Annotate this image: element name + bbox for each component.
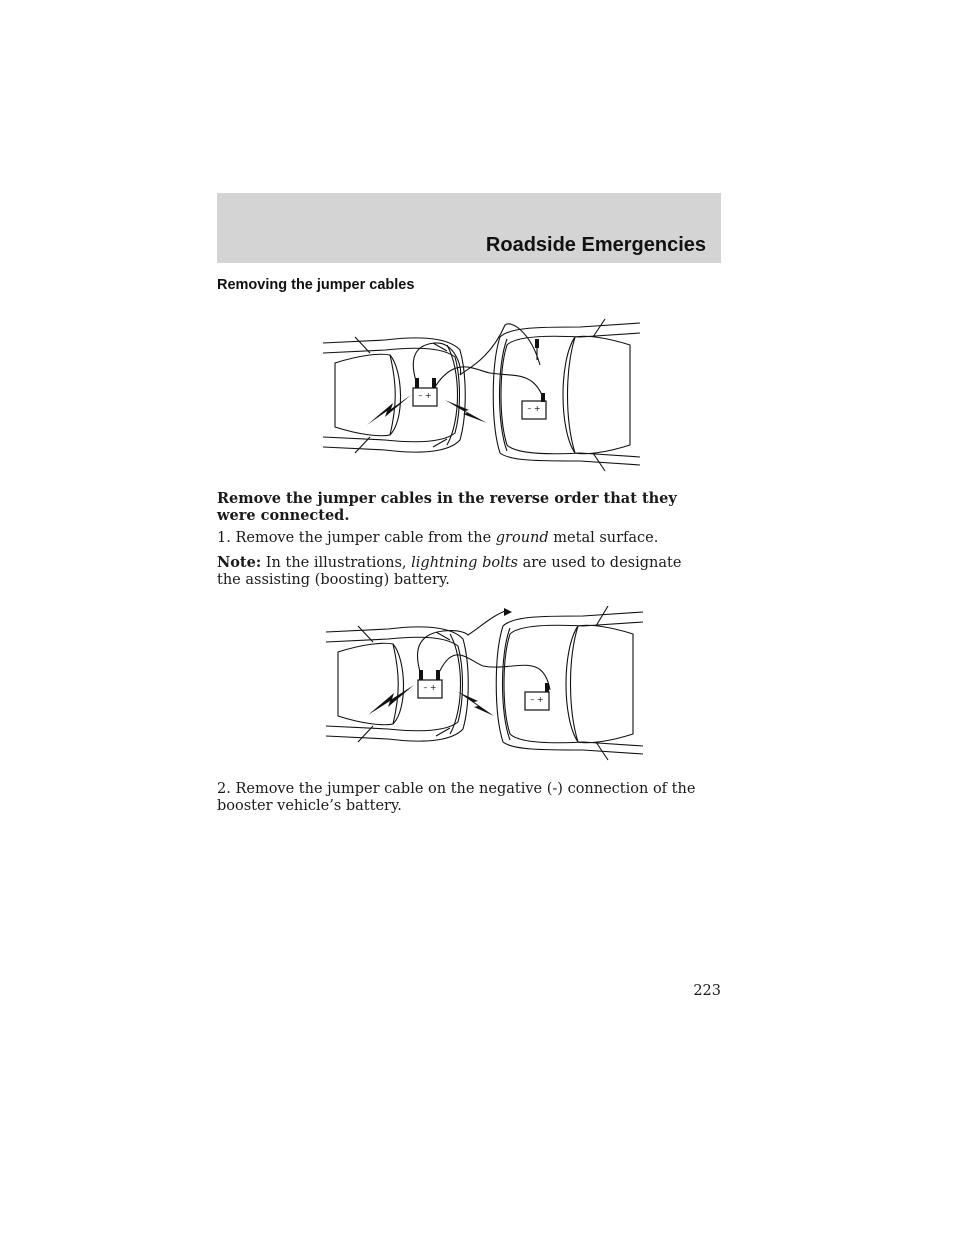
right-battery [522,401,546,419]
note-label: Note: [217,554,262,571]
right-battery [525,692,549,710]
jumper-diagram-2-svg [318,600,648,765]
note-emphasis: lightning bolts [411,555,518,571]
step-1-prefix: 1. Remove the jumper cable from the [217,530,496,546]
cable-clamps [419,608,549,692]
chapter-header-band [217,193,721,263]
section-heading: Removing the jumper cables [217,277,415,293]
step-1-suffix: metal surface. [548,530,659,546]
lightning-bolt-icon [367,395,411,425]
lightning-bolt-icon [445,400,487,423]
left-car-outline [326,626,468,742]
left-battery-terminals: – + [423,683,437,692]
note-text [217,554,707,589]
lightning-bolt-icon [458,692,494,716]
chapter-title: Roadside Emergencies [485,234,706,256]
left-battery-terminals: – + [418,391,432,400]
jumper-diagram-1 [315,315,645,475]
note-prefix: In the illustrations, [261,555,412,571]
lightning-bolt-icon [368,685,414,715]
page-number: 223 [693,983,721,999]
right-battery-terminals: – + [527,404,541,413]
step-1-emphasis: ground [495,530,549,546]
jumper-diagram-2 [318,600,648,765]
instruction-bold-text: Remove the jumper cables in the reverse order that they were connected. [217,490,677,524]
step-1-text [217,530,707,547]
jumper-diagram-1-svg [315,315,645,475]
left-battery [418,680,442,698]
step-2-text: 2. Remove the jumper cable on the negative (-) connection of the booster vehicle’s battery. [217,781,696,814]
right-car-outline [493,319,640,471]
right-battery-terminals: – + [530,695,544,704]
note-suffix: are used to designate the assisting (boosting) battery. [217,555,682,588]
left-car-outline [323,337,465,453]
left-battery [413,388,437,406]
right-car-outline [496,606,643,760]
